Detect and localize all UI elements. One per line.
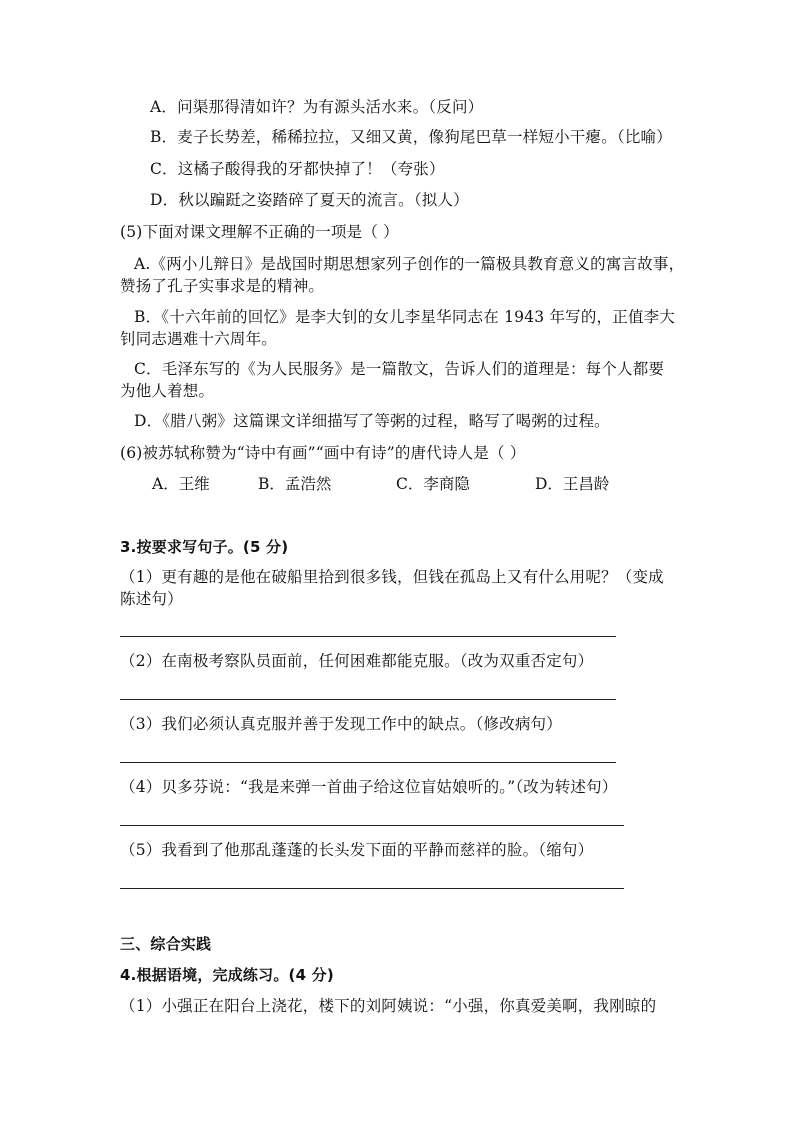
q2-5-option-b-line2: 钊同志遇难十六周年。 — [120, 330, 278, 348]
q2-5-option-a-line1: A.《两小儿辩日》是战国时期思想家列子创作的一篇极具教育意义的寓言故事， — [134, 255, 685, 273]
q2-5-option-a-line2: 赞扬了孔子实事求是的精神。 — [120, 277, 325, 295]
q2-option-c: C．这橘子酸得我的牙都快掉了！（夸张） — [150, 160, 445, 178]
q3-item3: （3）我们必须认真克服并善于发现工作中的缺点。（修改病句） — [120, 715, 562, 733]
q3-item5: （5）我看到了他那乱蓬蓬的长头发下面的平静而慈祥的脸。（缩句） — [120, 841, 594, 859]
q2-5-option-d-line1: D．《腊八粥》这篇课文详细描写了等粥的过程，略写了喝粥的过程。 — [134, 412, 610, 430]
q3-title: 3.按要求写句子。(5 分) — [120, 538, 289, 556]
q2-6-option-b: B．孟浩然 — [258, 475, 332, 493]
q2-option-d: D．秋以蹁跹之姿踏碎了夏天的流言。（拟人） — [150, 191, 469, 209]
q2-6-option-d: D．王昌龄 — [535, 475, 610, 493]
q2-6-stem: (6)被苏轼称赞为“诗中有画”“画中有诗”的唐代诗人是（ ） — [120, 444, 526, 462]
q2-option-b: B．麦子长势差，稀稀拉拉，又细又黄，像狗尾巴草一样短小干瘪。（比喻） — [150, 128, 672, 146]
q3-item4: （4）贝多芬说：“我是来弹一首曲子给这位盲姑娘听的。”（改为转述句） — [120, 778, 618, 796]
q3-item1-line2: 陈述句） — [120, 590, 183, 608]
q3-item1-line1: （1）更有趣的是他在破船里拾到很多钱，但钱在孤岛上又有什么用呢？（变成 — [120, 568, 664, 586]
q2-5-option-c-line2: 为他人着想。 — [120, 382, 215, 400]
q3-item2-answer-line[interactable] — [120, 699, 616, 700]
q4-title: 4.根据语境，完成练习。(4 分) — [120, 966, 334, 984]
q3-item2: （2）在南极考察队员面前，任何困难都能克服。（改为双重否定句） — [120, 652, 594, 670]
q2-5-stem: (5)下面对课文理解不正确的一项是（ ） — [120, 223, 399, 241]
q2-option-a: A．问渠那得清如许？为有源头活水来。（反问） — [150, 98, 484, 116]
q3-item4-answer-line[interactable] — [120, 825, 624, 826]
q3-item3-answer-line[interactable] — [120, 762, 616, 763]
q3-item5-answer-line[interactable] — [120, 888, 624, 889]
q2-6-option-c: C．李商隐 — [396, 475, 470, 493]
q2-5-option-c-line1: C．毛泽东写的《为人民服务》是一篇散文，告诉人们的道理是：每个人都要 — [134, 360, 665, 378]
q2-5-option-b-line1: B．《十六年前的回忆》是李大钊的女儿李星华同志在 1943 年写的，正值李大 — [134, 308, 676, 326]
q4-item1-line1: （1）小强正在阳台上浇花，楼下的刘阿姨说：“小强，你真爱美啊，我刚晾的 — [120, 997, 657, 1015]
section-3-title: 三、综合实践 — [120, 935, 212, 953]
q2-6-option-a: A．王维 — [152, 475, 210, 493]
q3-item1-answer-line[interactable] — [120, 636, 616, 637]
